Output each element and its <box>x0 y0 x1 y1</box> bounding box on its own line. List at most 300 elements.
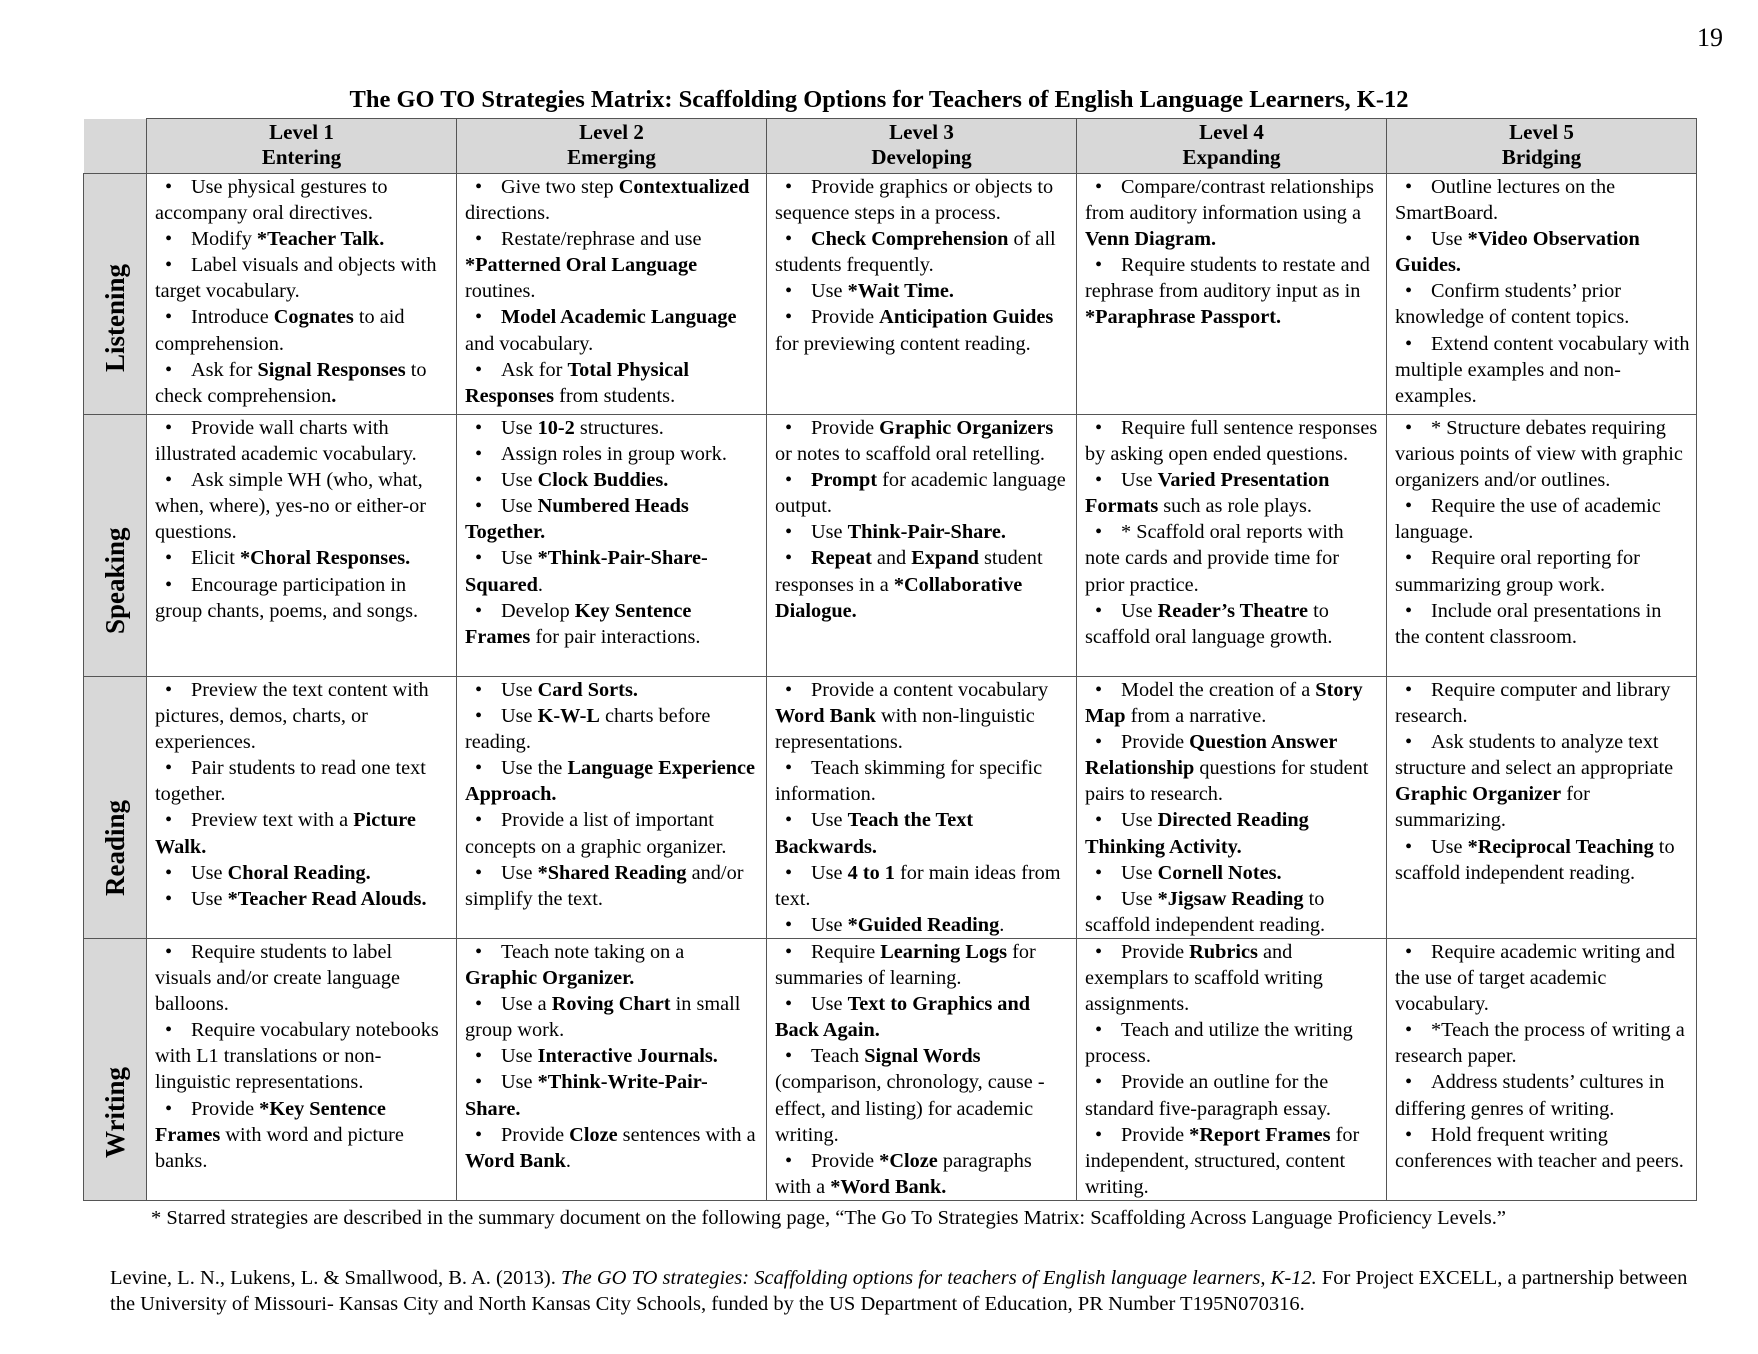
strategy-emphasis: *Teacher Read Alouds. <box>227 887 427 910</box>
row-label-listening <box>84 174 147 415</box>
footnote: * Starred strategies are described in the summary document on the following page, “The Go To Strategies Matrix: Scaffolding Across Language Proficiency Levels.” <box>151 1207 1506 1229</box>
strategy-emphasis: *Report Frames <box>1189 1123 1331 1146</box>
strategy-emphasis: Language Experience Approach. <box>465 757 756 806</box>
strategy-text: charts before reading. <box>465 705 711 754</box>
page-number: 19 <box>1697 23 1723 52</box>
level-name: Bridging <box>1501 145 1582 169</box>
citation-details: For Project EXCELL, a partnership between the University of Missouri- Kansas City and North Kansas City Schools, funded by the US Department of Education, PR Number T195N070316. <box>110 1267 1688 1315</box>
strategy-text: Require the use of academic language. <box>1395 495 1661 544</box>
strategy-item <box>1085 1122 1380 1200</box>
level-header <box>1077 119 1387 174</box>
strategy-text: Use <box>501 679 538 701</box>
strategy-text: Use a <box>501 993 552 1016</box>
strategy-text: Preview text with a <box>191 809 354 832</box>
strategy-text: Provide <box>1121 1123 1190 1146</box>
strategy-text: directions. <box>465 202 551 225</box>
strategy-text: sentences with a <box>617 1123 756 1146</box>
strategy-text: Use <box>1431 228 1468 251</box>
strategy-text: Provide <box>811 306 880 329</box>
strategy-text: Use the <box>501 757 568 780</box>
strategy-text: Use <box>1121 809 1158 832</box>
strategy-text: or notes to scaffold oral retelling. <box>775 443 1045 466</box>
citation <box>110 1265 1710 1317</box>
strategy-text: questions for student pairs to research. <box>1085 757 1369 806</box>
strategy-emphasis: *Word Bank. <box>830 1175 947 1198</box>
strategy-text: Label visuals and objects with target vocabulary. <box>155 254 437 303</box>
skill-row-reading <box>84 677 1697 939</box>
strategy-item <box>1395 939 1690 1017</box>
strategy-item <box>155 755 450 807</box>
strategy-text: Extend content vocabulary with multiple examples and non-examples. <box>1395 332 1690 407</box>
strategy-text: Provide wall charts with illustrated academic vocabulary. <box>155 417 417 466</box>
strategy-text: Address students’ cultures in differing genres of writing. <box>1395 1071 1665 1120</box>
strategy-text: Use <box>501 1071 538 1094</box>
strategy-cell <box>767 939 1077 1201</box>
strategy-item <box>155 860 450 886</box>
skill-row-writing <box>84 939 1697 1201</box>
level-number: Level 2 <box>579 120 644 144</box>
strategy-text: and exemplars to scaffold writing assignments. <box>1085 941 1323 1016</box>
strategy-cell <box>147 415 457 677</box>
strategy-cell <box>767 415 1077 677</box>
strategy-text: Require full sentence responses by asking open ended questions. <box>1085 417 1378 466</box>
strategy-emphasis: Think-Pair-Share. <box>847 521 1006 544</box>
strategy-emphasis: *Reciprocal Teaching <box>1467 835 1654 858</box>
strategy-item <box>775 912 1070 938</box>
strategy-emphasis: Anticipation Guides <box>879 306 1054 329</box>
strategy-item <box>1395 545 1690 597</box>
level-number: Level 3 <box>889 120 954 144</box>
strategy-item <box>155 1096 450 1174</box>
header-corner <box>84 119 147 174</box>
strategy-text: Use <box>811 913 848 936</box>
strategy-text: Develop <box>501 599 575 622</box>
strategy-item <box>465 1069 760 1121</box>
strategy-text: paragraphs with a <box>775 1149 1032 1198</box>
strategy-text: to check comprehension <box>155 358 427 407</box>
strategy-text: Model the creation of a <box>1121 679 1316 701</box>
strategy-item <box>1085 729 1380 807</box>
strategy-item <box>1085 415 1380 467</box>
strategy-text: for academic language output. <box>775 469 1066 518</box>
strategy-text: for main ideas from text. <box>775 861 1061 910</box>
strategy-item <box>775 939 1070 991</box>
strategy-item <box>1085 886 1380 938</box>
strategy-text: Teach skimming for specific information. <box>775 757 1043 806</box>
strategy-text: to aid comprehension. <box>155 306 405 355</box>
strategy-text: Use <box>1121 599 1158 622</box>
strategy-item <box>155 226 450 252</box>
strategy-text: from a narrative. <box>1125 705 1267 728</box>
strategy-item <box>465 1043 760 1069</box>
strategy-cell <box>767 677 1077 939</box>
strategy-text: Use <box>1121 887 1158 910</box>
strategy-item <box>155 572 450 624</box>
skill-label: Reading <box>100 799 130 896</box>
strategy-emphasis: *Collaborative Dialogue. <box>775 573 1023 622</box>
strategy-item <box>775 467 1070 519</box>
level-header <box>767 119 1077 174</box>
strategy-text: Use <box>811 993 848 1016</box>
strategy-emphasis: Total Physical Responses <box>465 358 689 407</box>
skill-label: Speaking <box>100 527 130 634</box>
strategy-text: Preview the text content with pictures, demos, charts, or experiences. <box>155 679 429 754</box>
level-header-row <box>84 119 1697 174</box>
strategy-emphasis: *Guided Reading <box>847 913 1000 936</box>
strategy-text: to scaffold independent reading. <box>1085 887 1326 936</box>
strategy-text: . <box>537 573 543 596</box>
strategy-emphasis: *Shared Reading <box>537 861 687 884</box>
strategy-emphasis: Prompt <box>811 469 878 492</box>
strategy-text: for previewing content reading. <box>775 332 1031 355</box>
strategy-emphasis: Question Answer Relationship <box>1085 731 1337 780</box>
strategy-item <box>465 441 760 467</box>
strategy-text: Give two step <box>501 176 619 198</box>
strategy-text: Require oral reporting for summarizing group work. <box>1395 547 1640 596</box>
strategy-text: Provide <box>501 1123 570 1146</box>
strategy-item <box>465 545 760 597</box>
strategy-text: Require computer and library research. <box>1395 679 1671 728</box>
row-label-writing <box>84 939 147 1201</box>
strategy-text: Provide a list of important concepts on a graphic organizer. <box>465 809 727 858</box>
strategy-cell <box>1387 174 1697 415</box>
skill-row-speaking <box>84 415 1697 677</box>
strategy-text: Provide <box>191 1097 260 1120</box>
strategy-emphasis: Cornell Notes. <box>1157 861 1282 884</box>
strategy-cell <box>1077 174 1387 415</box>
strategy-item <box>465 939 760 991</box>
skill-label: Writing <box>100 1066 130 1158</box>
strategy-text: Teach <box>811 1045 865 1068</box>
strategy-item <box>155 1017 450 1095</box>
strategy-emphasis: Model Academic Language <box>501 306 737 329</box>
strategy-item <box>465 991 760 1043</box>
strategy-item <box>465 807 760 859</box>
strategy-item <box>155 677 450 755</box>
strategy-item <box>775 860 1070 912</box>
strategy-item <box>465 226 760 304</box>
level-name: Developing <box>871 145 972 169</box>
strategy-emphasis: *Cloze <box>879 1149 938 1172</box>
strategy-text: Require <box>811 941 881 963</box>
strategy-text: Use <box>191 861 228 884</box>
strategy-item <box>1395 1122 1690 1174</box>
strategy-emphasis: *Paraphrase Passport. <box>1085 306 1282 329</box>
strategy-text: * Structure debates requiring various points of view with graphic organizers and/or outlines. <box>1395 417 1683 492</box>
strategy-text: student responses in a <box>775 547 1043 596</box>
strategy-text: Confirm students’ prior knowledge of content topics. <box>1395 280 1630 329</box>
strategy-text: to scaffold independent reading. <box>1395 835 1675 884</box>
strategy-emphasis: Cognates <box>273 306 354 329</box>
strategy-text: Use <box>501 1045 538 1068</box>
strategy-text: Provide a content vocabulary <box>811 679 1049 701</box>
strategy-emphasis: *Choral Responses. <box>240 547 411 570</box>
strategy-text: Use <box>501 417 538 439</box>
strategy-emphasis: Learning Logs <box>880 941 1008 963</box>
level-number: Level 4 <box>1199 120 1264 144</box>
strategy-item <box>775 415 1070 467</box>
strategy-text: Provide graphics or objects to sequence steps in a process. <box>775 176 1054 225</box>
strategy-item <box>465 755 760 807</box>
strategy-text: Assign roles in group work. <box>501 443 727 466</box>
strategy-text: Use <box>501 705 538 728</box>
strategy-text: (comparison, chronology, cause -effect, and listing) for academic writing. <box>775 1071 1045 1146</box>
strategy-item <box>1395 331 1690 409</box>
strategy-text: from students. <box>554 384 676 407</box>
level-header <box>457 119 767 174</box>
strategy-text: and vocabulary. <box>465 332 594 355</box>
strategy-item <box>465 1122 760 1174</box>
row-label-speaking <box>84 415 147 677</box>
strategy-cell <box>457 174 767 415</box>
strategy-item <box>155 545 450 571</box>
strategy-text: Teach note taking on a <box>501 941 685 963</box>
strategy-text: Use <box>501 861 538 884</box>
strategy-item <box>155 886 450 912</box>
strategy-item <box>1085 677 1380 729</box>
strategy-emphasis: K-W-L <box>537 705 600 728</box>
strategy-text: for independent, structured, content writing. <box>1085 1123 1360 1198</box>
strategy-text: . <box>999 913 1005 936</box>
strategy-item <box>465 493 760 545</box>
strategy-emphasis: Expand <box>911 547 979 570</box>
strategy-item <box>775 278 1070 304</box>
strategy-item <box>775 755 1070 807</box>
strategy-text: with non-linguistic representations. <box>775 705 1035 754</box>
strategy-item <box>1085 467 1380 519</box>
strategy-item <box>1395 1017 1690 1069</box>
strategy-item <box>465 598 760 650</box>
strategy-text: Require students to restate and rephrase from auditory input as in <box>1085 254 1370 303</box>
strategy-text: Provide <box>811 1149 880 1172</box>
strategy-text: of all students frequently. <box>775 228 1056 277</box>
strategy-item <box>1395 598 1690 650</box>
level-name: Emerging <box>567 145 656 169</box>
strategy-cell <box>457 939 767 1201</box>
strategy-emphasis: *Teacher Talk. <box>256 228 385 251</box>
strategy-emphasis: Contextualized <box>618 176 750 198</box>
strategy-emphasis: *Video Observation Guides. <box>1395 228 1640 277</box>
strategy-text: Require students to label visuals and/or create language balloons. <box>155 941 400 1016</box>
strategy-emphasis: Choral Reading. <box>227 861 371 884</box>
strategy-item <box>1085 1069 1380 1121</box>
strategy-emphasis: Roving Chart <box>551 993 671 1016</box>
strategy-emphasis: . <box>331 384 337 407</box>
strategy-item <box>155 174 450 226</box>
strategy-text: Encourage participation in group chants, poems, and songs. <box>155 573 419 622</box>
strategy-emphasis: Signal Words <box>864 1045 981 1068</box>
strategy-item <box>775 991 1070 1043</box>
strategy-item <box>1085 807 1380 859</box>
strategy-emphasis: Word Bank <box>465 1149 566 1172</box>
strategy-text: Use <box>811 521 848 544</box>
strategy-item <box>1085 598 1380 650</box>
strategy-text: Use <box>501 469 538 492</box>
skill-row-listening <box>84 174 1697 415</box>
strategy-item <box>775 519 1070 545</box>
strategy-cell <box>147 677 457 939</box>
strategy-text: Introduce <box>191 306 274 329</box>
strategy-text: Use <box>191 887 228 910</box>
strategy-item <box>1395 493 1690 545</box>
strategy-item <box>1395 415 1690 493</box>
strategy-text: Use <box>501 547 538 570</box>
strategy-emphasis: *Jigsaw Reading <box>1157 887 1304 910</box>
strategy-text: Require vocabulary notebooks with L1 translations or non-linguistic representations. <box>155 1019 439 1094</box>
strategy-emphasis: *Think-Pair-Share-Squared <box>465 547 708 596</box>
strategy-item <box>775 226 1070 278</box>
strategy-cell <box>1387 677 1697 939</box>
strategy-emphasis: Reader’s Theatre <box>1157 599 1309 622</box>
strategy-text: routines. <box>465 280 536 303</box>
strategy-text: *Teach the process of writing a research paper. <box>1395 1019 1685 1068</box>
strategy-text: and <box>871 547 912 570</box>
strategy-item <box>155 252 450 304</box>
strategy-text: Ask for <box>501 358 568 381</box>
strategy-cell <box>147 174 457 415</box>
strategy-item <box>155 415 450 467</box>
strategy-emphasis: Text to Graphics and Back Again. <box>775 993 1030 1042</box>
strategy-text: Ask students to analyze text structure and select an appropriate <box>1395 731 1674 780</box>
strategy-cell <box>1387 939 1697 1201</box>
citation-authors: Levine, L. N., Lukens, L. & Smallwood, B. A. (2013). <box>110 1267 561 1289</box>
strategy-text: Provide <box>1121 941 1190 963</box>
strategy-text: Use <box>501 495 538 518</box>
citation-work-title: The GO TO strategies: Scaffolding options for teachers of English language learners, K-12. <box>560 1267 1317 1289</box>
strategy-text: * Scaffold oral reports with note cards and provide time for prior practice. <box>1085 521 1344 596</box>
strategy-emphasis: 10-2 <box>537 417 575 439</box>
strategy-text: Use <box>811 809 848 832</box>
strategy-text: for summaries of learning. <box>775 941 1036 990</box>
strategy-emphasis: Clock Buddies. <box>537 469 669 492</box>
strategy-item <box>1395 278 1690 330</box>
strategy-item <box>1085 519 1380 597</box>
strategy-text: Compare/contrast relationships from auditory information using a <box>1085 176 1374 225</box>
strategy-text: and/or simplify the text. <box>465 861 744 910</box>
strategy-item <box>465 467 760 493</box>
strategy-text: Use <box>811 861 848 884</box>
strategy-item <box>155 357 450 409</box>
strategy-text: Use <box>1431 835 1468 858</box>
strategy-cell <box>767 174 1077 415</box>
strategy-emphasis: Signal Responses <box>257 358 406 381</box>
strategy-item <box>465 174 760 226</box>
strategy-text: Elicit <box>191 547 240 570</box>
strategy-text: Outline lectures on the SmartBoard. <box>1395 176 1616 225</box>
strategy-emphasis: Directed Reading Thinking Activity. <box>1085 809 1309 858</box>
strategy-item <box>1395 174 1690 226</box>
strategy-cell <box>457 415 767 677</box>
strategy-emphasis: Picture Walk. <box>155 809 416 858</box>
strategy-item <box>465 304 760 356</box>
strategy-text: Provide <box>1121 731 1190 754</box>
strategy-item <box>1085 860 1380 886</box>
strategy-text: Ask simple WH (who, what, when, where), yes-no or either-or questions. <box>155 469 427 544</box>
strategy-text: Pair students to read one text together. <box>155 757 426 806</box>
strategy-text: structures. <box>574 417 664 439</box>
strategy-item <box>775 677 1070 755</box>
strategy-emphasis: Graphic Organizer. <box>465 967 635 990</box>
strategy-emphasis: *Think-Write-Pair-Share. <box>465 1071 708 1120</box>
strategy-item <box>1395 834 1690 886</box>
strategy-cell <box>147 939 457 1201</box>
strategy-emphasis: Teach the Text Backwards. <box>775 809 974 858</box>
strategy-item <box>155 467 450 545</box>
strategy-item <box>1395 729 1690 833</box>
strategy-item <box>155 304 450 356</box>
strategy-emphasis: Repeat <box>811 547 872 570</box>
strategy-cell <box>1077 939 1387 1201</box>
strategy-emphasis: Story Map <box>1085 679 1363 728</box>
strategy-item <box>775 807 1070 859</box>
strategy-text: Use <box>811 280 848 303</box>
strategy-item <box>775 304 1070 356</box>
strategy-text: Restate/rephrase and use <box>501 228 702 251</box>
strategy-emphasis: Graphic Organizer <box>1395 783 1562 806</box>
strategy-text: . <box>565 1149 571 1172</box>
strategy-emphasis: Word Bank <box>775 705 876 728</box>
level-header <box>1387 119 1697 174</box>
strategy-item <box>1085 174 1380 252</box>
level-number: Level 1 <box>269 120 334 144</box>
strategy-cell <box>457 677 767 939</box>
skill-label: Listening <box>100 263 130 372</box>
strategy-emphasis: Venn Diagram. <box>1085 228 1217 251</box>
strategy-text: Teach and utilize the writing process. <box>1085 1019 1353 1068</box>
strategy-item <box>465 357 760 409</box>
strategy-text: in small group work. <box>465 993 741 1042</box>
strategy-item <box>465 703 760 755</box>
strategy-item <box>775 174 1070 226</box>
strategy-cell <box>1077 415 1387 677</box>
strategy-text: with word and picture banks. <box>155 1123 404 1172</box>
strategy-text: Use <box>1121 861 1158 884</box>
strategy-emphasis: Check Comprehension <box>811 228 1009 251</box>
strategy-item <box>1395 677 1690 729</box>
strategy-item <box>465 677 760 703</box>
strategy-emphasis: Varied Presentation Formats <box>1085 469 1330 518</box>
strategy-text: Provide <box>811 417 880 439</box>
strategies-matrix <box>83 118 1697 1201</box>
strategy-item <box>155 807 450 859</box>
strategy-cell <box>1387 415 1697 677</box>
level-name: Entering <box>261 145 342 169</box>
strategy-text: Use physical gestures to accompany oral directives. <box>155 176 388 225</box>
strategy-item <box>1085 252 1380 330</box>
strategy-emphasis: Graphic Organizers <box>879 417 1054 439</box>
strategy-item <box>775 1148 1070 1200</box>
strategy-text: Provide an outline for the standard five-paragraph essay. <box>1085 1071 1331 1120</box>
strategy-text: Hold frequent writing conferences with teacher and peers. <box>1395 1123 1684 1172</box>
strategy-item <box>775 1043 1070 1147</box>
strategy-item <box>1395 1069 1690 1121</box>
strategy-item <box>1085 939 1380 1017</box>
strategy-text: such as role plays. <box>1158 495 1312 518</box>
strategy-item <box>1085 1017 1380 1069</box>
strategy-text: for summarizing. <box>1395 783 1590 832</box>
level-header <box>147 119 457 174</box>
strategy-emphasis: Cloze <box>569 1123 618 1146</box>
page-title: The GO TO Strategies Matrix: Scaffolding Options for Teachers of English Language Learners, K-12 <box>349 86 1409 113</box>
strategy-item <box>465 415 760 441</box>
strategy-text: Ask for <box>191 358 258 381</box>
strategy-emphasis: *Key Sentence Frames <box>155 1097 386 1146</box>
strategy-emphasis: 4 to 1 <box>847 861 895 884</box>
strategy-emphasis: *Wait Time. <box>847 280 954 303</box>
level-number: Level 5 <box>1509 120 1574 144</box>
strategy-item <box>465 860 760 912</box>
strategy-text: to scaffold oral language growth. <box>1085 599 1333 648</box>
